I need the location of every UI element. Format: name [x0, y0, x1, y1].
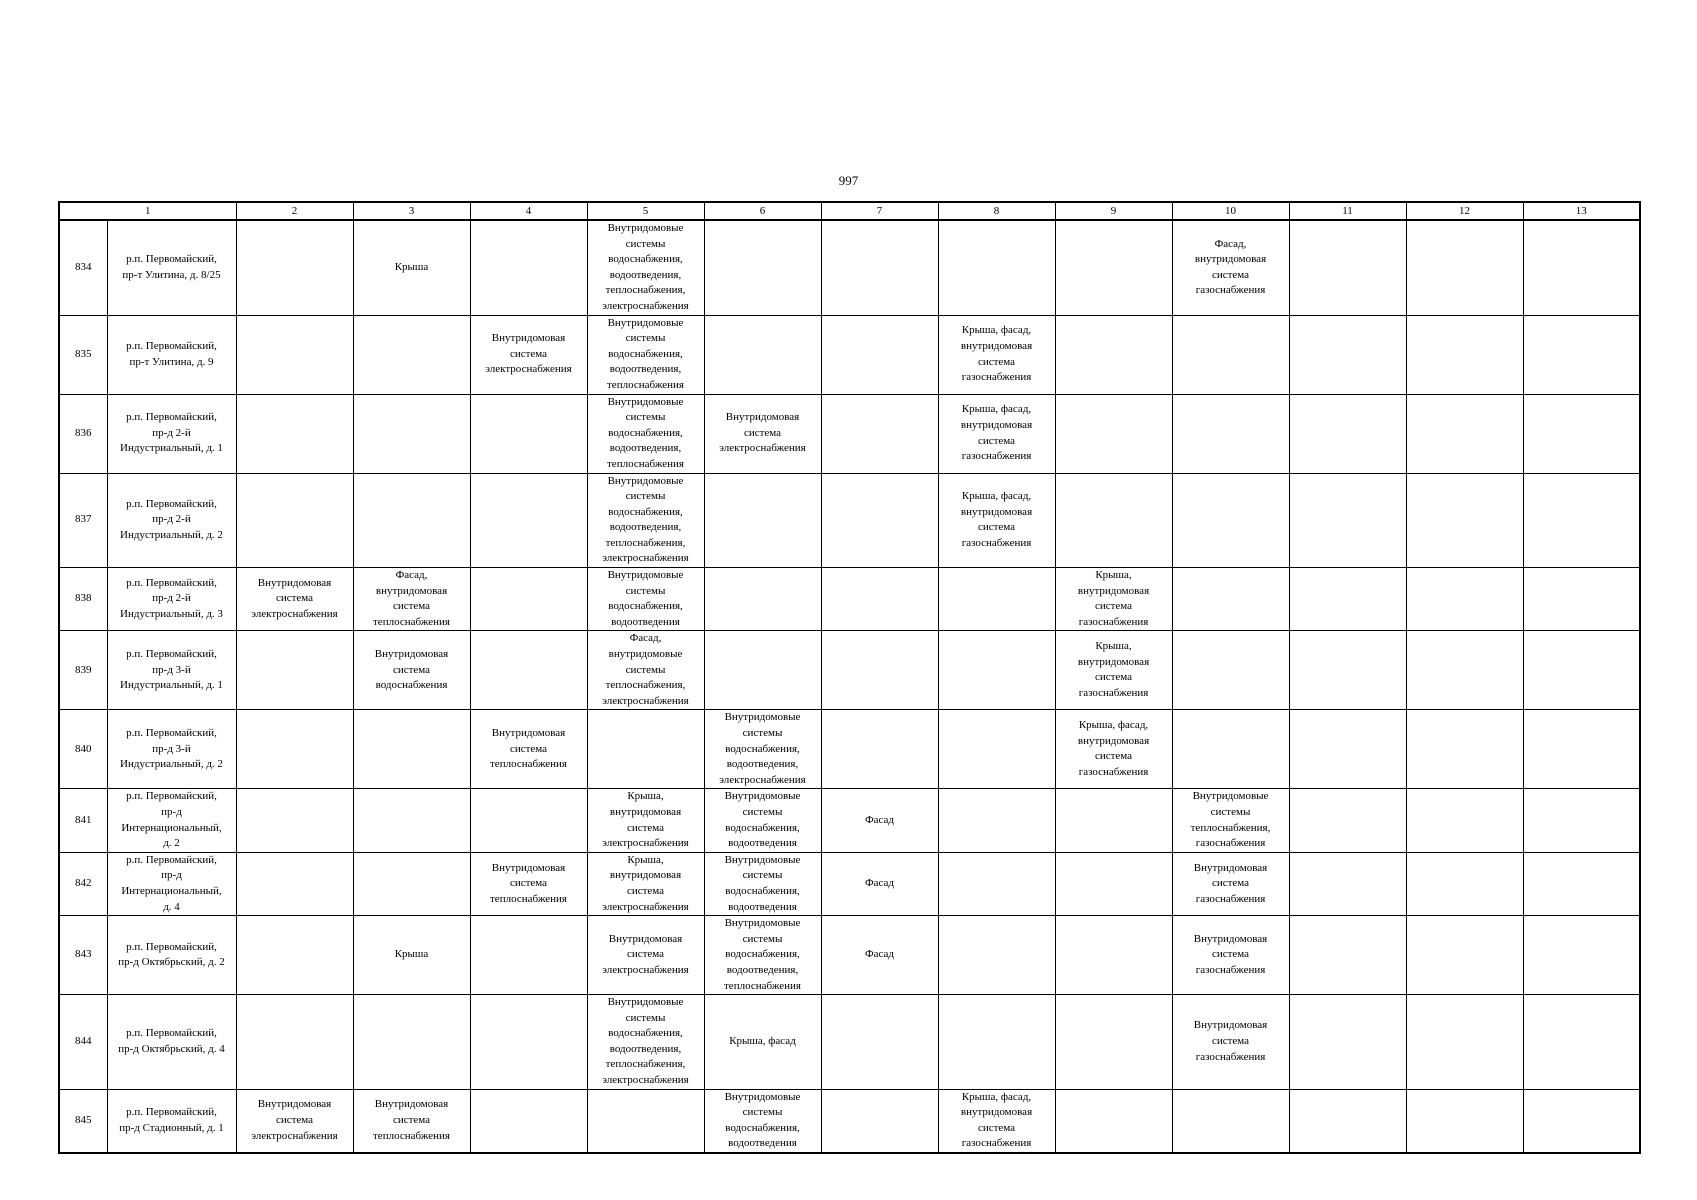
work-cell [1055, 916, 1172, 995]
work-cell: Внутридомовые системы теплоснабжения, газоснабжения [1172, 789, 1289, 852]
work-cell [1523, 473, 1640, 568]
work-cell [1289, 473, 1406, 568]
work-cell: Фасад, внутридомовые системы теплоснабжения, электроснабжения [587, 631, 704, 710]
work-cell [1523, 394, 1640, 473]
work-cell [821, 315, 938, 394]
work-cell [470, 995, 587, 1090]
work-cell [704, 473, 821, 568]
work-cell [587, 710, 704, 789]
work-cell [1172, 710, 1289, 789]
work-cell [1289, 852, 1406, 915]
header-cell: 1 [59, 202, 236, 220]
work-cell: Внутридомовая система электроснабжения [236, 568, 353, 631]
work-cell [1289, 1089, 1406, 1153]
work-cell [1523, 631, 1640, 710]
work-cell [1055, 394, 1172, 473]
table-row [59, 789, 1640, 852]
header-row [59, 202, 1640, 220]
header-cell: 13 [1523, 202, 1640, 220]
header-cell: 11 [1289, 202, 1406, 220]
work-cell [1406, 473, 1523, 568]
row-number: 835 [59, 315, 107, 394]
work-cell: Фасад, внутридомовая система теплоснабжения [353, 568, 470, 631]
table-row [59, 631, 1640, 710]
work-cell [938, 631, 1055, 710]
header-cell: 2 [236, 202, 353, 220]
address-cell: р.п. Первомайский, пр-д 2-й Индустриальный, д. 2 [107, 473, 236, 568]
work-cell [704, 220, 821, 315]
work-cell: Фасад [821, 916, 938, 995]
work-cell [1055, 852, 1172, 915]
work-cell [821, 394, 938, 473]
work-cell [821, 568, 938, 631]
work-cell [821, 995, 938, 1090]
row-number: 843 [59, 916, 107, 995]
work-cell: Внутридомовые системы водоснабжения, водоотведения [587, 568, 704, 631]
work-cell [1406, 568, 1523, 631]
work-cell [353, 394, 470, 473]
work-cell [1406, 710, 1523, 789]
work-cell [236, 473, 353, 568]
work-cell: Крыша, фасад, внутридомовая система газоснабжения [1055, 710, 1172, 789]
table-row [59, 995, 1640, 1090]
work-cell: Крыша, фасад [704, 995, 821, 1090]
row-number: 840 [59, 710, 107, 789]
table-row [59, 473, 1640, 568]
row-number: 837 [59, 473, 107, 568]
address-cell: р.п. Первомайский, пр-д Октябрьский, д. 2 [107, 916, 236, 995]
work-cell: Фасад [821, 852, 938, 915]
work-cell [1289, 220, 1406, 315]
table-body [59, 202, 1640, 1153]
work-cell [1406, 916, 1523, 995]
work-cell: Внутридомовые системы водоснабжения, водоотведения, теплоснабжения [704, 916, 821, 995]
header-cell: 5 [587, 202, 704, 220]
work-cell [353, 852, 470, 915]
work-cell: Фасад, внутридомовая система газоснабжения [1172, 220, 1289, 315]
work-cell [353, 315, 470, 394]
work-cell [1523, 916, 1640, 995]
work-cell: Внутридомовые системы водоснабжения, водоотведения, теплоснабжения, электроснабжения [587, 995, 704, 1090]
work-cell [821, 1089, 938, 1153]
work-cell [1289, 394, 1406, 473]
work-cell: Внутридомовые системы водоснабжения, водоотведения [704, 789, 821, 852]
work-cell: Внутридомовая система газоснабжения [1172, 916, 1289, 995]
work-cell [1406, 315, 1523, 394]
table-row [59, 710, 1640, 789]
work-cell: Внутридомовая система газоснабжения [1172, 852, 1289, 915]
work-cell [470, 789, 587, 852]
work-cell [821, 710, 938, 789]
work-cell [704, 631, 821, 710]
table-row [59, 852, 1640, 915]
work-cell [938, 568, 1055, 631]
work-cell: Крыша [353, 220, 470, 315]
work-cell [1172, 473, 1289, 568]
work-cell [587, 1089, 704, 1153]
work-cell [1406, 852, 1523, 915]
work-cell [1289, 631, 1406, 710]
work-cell [938, 220, 1055, 315]
work-cell [1289, 995, 1406, 1090]
header-cell: 7 [821, 202, 938, 220]
work-cell [470, 394, 587, 473]
work-cell [1406, 789, 1523, 852]
work-cell [236, 852, 353, 915]
work-cell [353, 710, 470, 789]
work-cell: Внутридомовая система электроснабжения [704, 394, 821, 473]
work-cell [1172, 315, 1289, 394]
work-cell [1172, 568, 1289, 631]
work-cell [236, 710, 353, 789]
work-cell [1289, 315, 1406, 394]
work-cell [938, 710, 1055, 789]
work-cell [470, 220, 587, 315]
work-cell: Внутридомовая система газоснабжения [1172, 995, 1289, 1090]
address-cell: р.п. Первомайский, пр-д 2-й Индустриальный, д. 1 [107, 394, 236, 473]
table-row [59, 916, 1640, 995]
work-cell: Внутридомовые системы водоснабжения, водоотведения, теплоснабжения, электроснабжения [587, 473, 704, 568]
work-cell [470, 631, 587, 710]
work-cell [704, 568, 821, 631]
work-cell [1406, 1089, 1523, 1153]
header-cell: 9 [1055, 202, 1172, 220]
header-cell: 10 [1172, 202, 1289, 220]
work-cell: Крыша, фасад, внутридомовая система газоснабжения [938, 394, 1055, 473]
work-cell [1055, 995, 1172, 1090]
work-cell: Крыша, внутридомовая система электроснабжения [587, 789, 704, 852]
header-cell: 12 [1406, 202, 1523, 220]
address-cell: р.п. Первомайский, пр-д Интернациональный, д. 2 [107, 789, 236, 852]
work-cell [1172, 631, 1289, 710]
work-cell [470, 1089, 587, 1153]
address-cell: р.п. Первомайский, пр-д 3-й Индустриальный, д. 1 [107, 631, 236, 710]
work-cell [236, 315, 353, 394]
address-cell: р.п. Первомайский, пр-д Стадионный, д. 1 [107, 1089, 236, 1153]
row-number: 842 [59, 852, 107, 915]
work-cell: Внутридомовая система теплоснабжения [470, 710, 587, 789]
work-cell [236, 394, 353, 473]
address-cell: р.п. Первомайский, пр-д Интернациональный, д. 4 [107, 852, 236, 915]
work-cell [704, 315, 821, 394]
table-row [59, 568, 1640, 631]
work-cell [1523, 789, 1640, 852]
work-cell: Внутридомовая система теплоснабжения [353, 1089, 470, 1153]
row-number: 841 [59, 789, 107, 852]
work-cell [1289, 710, 1406, 789]
work-cell: Внутридомовые системы водоснабжения, водоотведения, теплоснабжения, электроснабжения [587, 220, 704, 315]
work-cell [1523, 315, 1640, 394]
address-cell: р.п. Первомайский, пр-д 2-й Индустриальный, д. 3 [107, 568, 236, 631]
work-cell [1406, 394, 1523, 473]
header-cell: 6 [704, 202, 821, 220]
work-cell [1055, 1089, 1172, 1153]
work-cell [1523, 568, 1640, 631]
table-row [59, 1089, 1640, 1153]
work-cell: Внутридомовые системы водоснабжения, водоотведения, электроснабжения [704, 710, 821, 789]
work-cell: Крыша, фасад, внутридомовая система газоснабжения [938, 473, 1055, 568]
table-row [59, 315, 1640, 394]
work-cell [1289, 916, 1406, 995]
work-cell [1172, 1089, 1289, 1153]
work-cell [938, 995, 1055, 1090]
work-cell [236, 995, 353, 1090]
work-cell: Внутридомовая система электроснабжения [236, 1089, 353, 1153]
work-cell [821, 631, 938, 710]
row-number: 844 [59, 995, 107, 1090]
work-cell [236, 220, 353, 315]
work-cell [938, 916, 1055, 995]
table-row [59, 220, 1640, 315]
work-cell [1523, 220, 1640, 315]
work-cell [1055, 220, 1172, 315]
work-cell [938, 789, 1055, 852]
work-cell [470, 473, 587, 568]
work-cell [353, 473, 470, 568]
work-cell [1055, 789, 1172, 852]
address-cell: р.п. Первомайский, пр-т Улитина, д. 9 [107, 315, 236, 394]
address-cell: р.п. Первомайский, пр-д Октябрьский, д. 4 [107, 995, 236, 1090]
work-cell: Крыша [353, 916, 470, 995]
row-number: 845 [59, 1089, 107, 1153]
work-cell [1406, 995, 1523, 1090]
work-cell [1406, 631, 1523, 710]
work-cell: Крыша, внутридомовая система газоснабжения [1055, 568, 1172, 631]
work-cell [1523, 852, 1640, 915]
work-cell [353, 995, 470, 1090]
work-cell [1289, 568, 1406, 631]
work-cell [1055, 315, 1172, 394]
header-cell: 8 [938, 202, 1055, 220]
work-cell: Внутридомовые системы водоснабжения, водоотведения [704, 852, 821, 915]
address-cell: р.п. Первомайский, пр-т Улитина, д. 8/25 [107, 220, 236, 315]
work-cell: Внутридомовые системы водоснабжения, водоотведения, теплоснабжения [587, 394, 704, 473]
row-number: 834 [59, 220, 107, 315]
header-cell: 4 [470, 202, 587, 220]
work-cell [1406, 220, 1523, 315]
work-cell: Крыша, внутридомовая система газоснабжения [1055, 631, 1172, 710]
work-cell: Внутридомовая система электроснабжения [470, 315, 587, 394]
work-cell: Крыша, фасад, внутридомовая система газоснабжения [938, 315, 1055, 394]
work-cell [353, 789, 470, 852]
work-cell [470, 568, 587, 631]
row-number: 838 [59, 568, 107, 631]
repair-schedule-table [58, 201, 1641, 1154]
work-cell [1523, 995, 1640, 1090]
work-cell: Внутридомовые системы водоснабжения, водоотведения [704, 1089, 821, 1153]
work-cell: Фасад [821, 789, 938, 852]
work-cell [821, 473, 938, 568]
header-cell: 3 [353, 202, 470, 220]
work-cell: Внутридомовая система теплоснабжения [470, 852, 587, 915]
row-number: 839 [59, 631, 107, 710]
work-cell [470, 916, 587, 995]
work-cell [236, 789, 353, 852]
row-number: 836 [59, 394, 107, 473]
work-cell [1055, 473, 1172, 568]
work-cell [938, 852, 1055, 915]
work-cell: Крыша, фасад, внутридомовая система газоснабжения [938, 1089, 1055, 1153]
work-cell [1523, 710, 1640, 789]
work-cell: Внутридомовая система электроснабжения [587, 916, 704, 995]
work-cell [1172, 394, 1289, 473]
page-number: 997 [838, 173, 859, 188]
work-cell [236, 916, 353, 995]
work-cell: Внутридомовые системы водоснабжения, водоотведения, теплоснабжения [587, 315, 704, 394]
work-cell [1289, 789, 1406, 852]
work-cell: Крыша, внутридомовая система электроснабжения [587, 852, 704, 915]
work-cell [1523, 1089, 1640, 1153]
table-row [59, 394, 1640, 473]
work-cell: Внутридомовая система водоснабжения [353, 631, 470, 710]
work-cell [236, 631, 353, 710]
address-cell: р.п. Первомайский, пр-д 3-й Индустриальный, д. 2 [107, 710, 236, 789]
work-cell [821, 220, 938, 315]
